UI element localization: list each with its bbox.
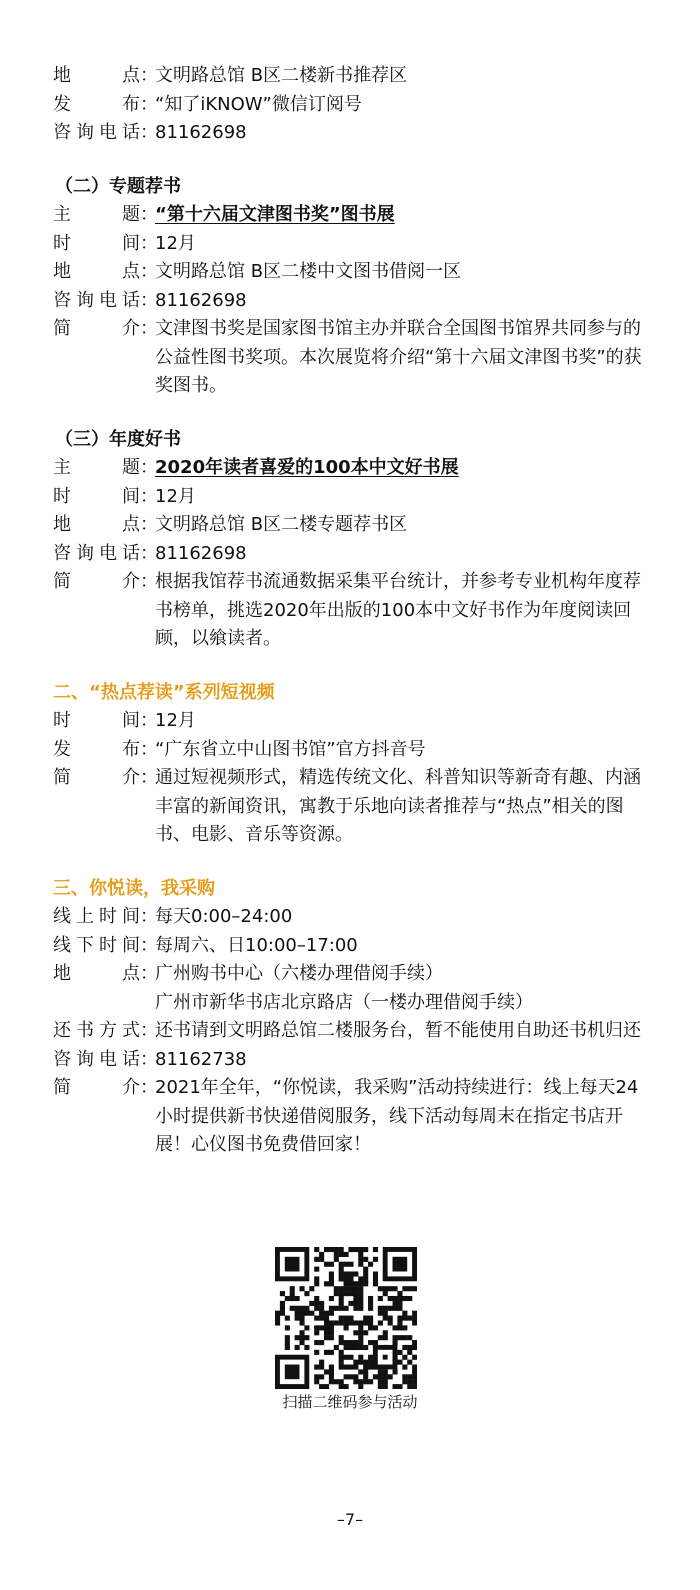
info-row xyxy=(53,736,643,765)
field-value: 2021年全年，“你悦读，我采购”活动持续进行：线上每天24小时提供新书快递借阅服务，线下活动每周末在指定书店开展！心仪图书免费借回家！ xyxy=(155,1077,639,1155)
field-label: 时 间 ： xyxy=(53,485,158,507)
field-value: 81162738 xyxy=(155,1048,247,1070)
info-row xyxy=(53,1017,643,1046)
field-value: 12月 xyxy=(155,485,196,507)
info-row xyxy=(53,1074,643,1160)
field-value: 文明路总馆 B区二楼中文图书借阅一区 xyxy=(155,261,462,282)
field-label: 还 书 方 式 ： xyxy=(53,1020,158,1041)
info-row xyxy=(53,201,643,230)
qr-code-icon[interactable] xyxy=(275,1247,417,1389)
info-row xyxy=(53,230,643,259)
field-value: 81162698 xyxy=(155,122,247,143)
field-value: 根据我馆荐书流通数据采集平台统计，并参考专业机构年度荐书榜单，挑选2020年出版的100本中文好书作为年度阅读回顾，以飨读者。 xyxy=(155,571,641,649)
info-row xyxy=(53,258,643,287)
qr-caption: 扫描二维码参与活动 xyxy=(282,1393,418,1411)
field-value: “广东省立中山图书馆”官方抖音号 xyxy=(155,738,426,760)
topic-link[interactable]: “第十六届文津图书奖”图书展 xyxy=(155,204,395,225)
spacer xyxy=(53,148,643,173)
field-label: 简 介 ： xyxy=(53,1077,158,1098)
subsection-heading: （三）年度好书 xyxy=(55,428,181,450)
info-row xyxy=(53,315,643,401)
field-label: 简 介 ： xyxy=(53,571,158,592)
field-label: 地 点 ： xyxy=(53,963,158,984)
field-label: 线 下 时 间 ： xyxy=(53,934,158,956)
field-label: 咨 询 电 话 ： xyxy=(53,289,158,311)
document-content xyxy=(53,62,643,1160)
field-label: 时 间 ： xyxy=(53,710,158,731)
page-number: –7– xyxy=(336,1510,364,1529)
field-label: 地 点 ： xyxy=(53,514,158,535)
field-value: 81162698 xyxy=(155,542,247,564)
field-label: 地 点 ： xyxy=(53,261,158,282)
field-value: 每周六、日10:00–17:00 xyxy=(155,934,358,956)
info-row xyxy=(53,540,643,569)
info-row xyxy=(53,1046,643,1075)
field-value: 通过短视频形式，精选传统文化、科普知识等新奇有趣、内涵丰富的新闻资讯，寓教于乐地向读者推荐与“热点”相关的图书、电影、音乐等资源。 xyxy=(155,767,641,845)
info-row xyxy=(53,932,643,961)
field-label: 主 题 ： xyxy=(53,457,158,478)
info-row xyxy=(53,989,643,1018)
field-label: 咨 询 电 话 ： xyxy=(53,542,158,564)
field-value: “知了iKNOW”微信订阅号 xyxy=(155,93,362,115)
field-label: 线 上 时 间 ： xyxy=(53,906,158,927)
info-row xyxy=(53,91,643,120)
field-label: 发 布 ： xyxy=(53,738,158,760)
field-label: 主 题 ： xyxy=(53,204,158,225)
field-value: 还书请到文明路总馆二楼服务台，暂不能使用自助还书机归还 xyxy=(155,1020,641,1041)
info-row xyxy=(53,960,643,989)
field-value: 广州购书中心（六楼办理借阅手续） xyxy=(155,963,443,984)
field-label: 咨 询 电 话 ： xyxy=(53,122,158,143)
info-row xyxy=(53,764,643,850)
qr-code-graphic xyxy=(275,1247,417,1389)
field-label: 咨 询 电 话 ： xyxy=(53,1048,158,1070)
info-row xyxy=(53,62,643,91)
field-label xyxy=(53,989,155,1018)
info-row xyxy=(53,707,643,736)
section-heading: 二、“热点荐读”系列短视频 xyxy=(53,681,275,703)
field-value: 81162698 xyxy=(155,289,247,311)
info-row xyxy=(53,568,643,654)
subsection-heading: （二）专题荐书 xyxy=(55,175,181,197)
info-row xyxy=(53,119,643,148)
field-value: 文明路总馆 B区二楼新书推荐区 xyxy=(155,65,408,86)
spacer xyxy=(53,401,643,426)
field-label: 时 间 ： xyxy=(53,232,158,254)
field-label: 发 布 ： xyxy=(53,93,158,115)
info-row xyxy=(53,483,643,512)
field-label: 地 点 ： xyxy=(53,65,158,86)
field-value: 文津图书奖是国家图书馆主办并联合全国图书馆界共同参与的公益性图书奖项。本次展览将介绍“第十六届文津图书奖”的获奖图书。 xyxy=(155,318,642,396)
spacer xyxy=(53,850,643,875)
info-row xyxy=(53,287,643,316)
field-value: 广州市新华书店北京路店（一楼办理借阅手续） xyxy=(155,991,533,1013)
field-value: 12月 xyxy=(155,710,196,731)
field-value: 每天0:00–24:00 xyxy=(155,906,293,927)
section-heading: 三、你悦读，我采购 xyxy=(53,877,215,899)
field-value: 文明路总馆 B区二楼专题荐书区 xyxy=(155,514,408,535)
field-label: 简 介 ： xyxy=(53,767,158,788)
field-label: 简 介 ： xyxy=(53,318,158,339)
spacer xyxy=(53,654,643,679)
info-row xyxy=(53,903,643,932)
info-row xyxy=(53,454,643,483)
topic-link[interactable]: 2020年读者喜爱的100本中文好书展 xyxy=(155,457,459,478)
info-row xyxy=(53,511,643,540)
field-value: 12月 xyxy=(155,232,196,254)
